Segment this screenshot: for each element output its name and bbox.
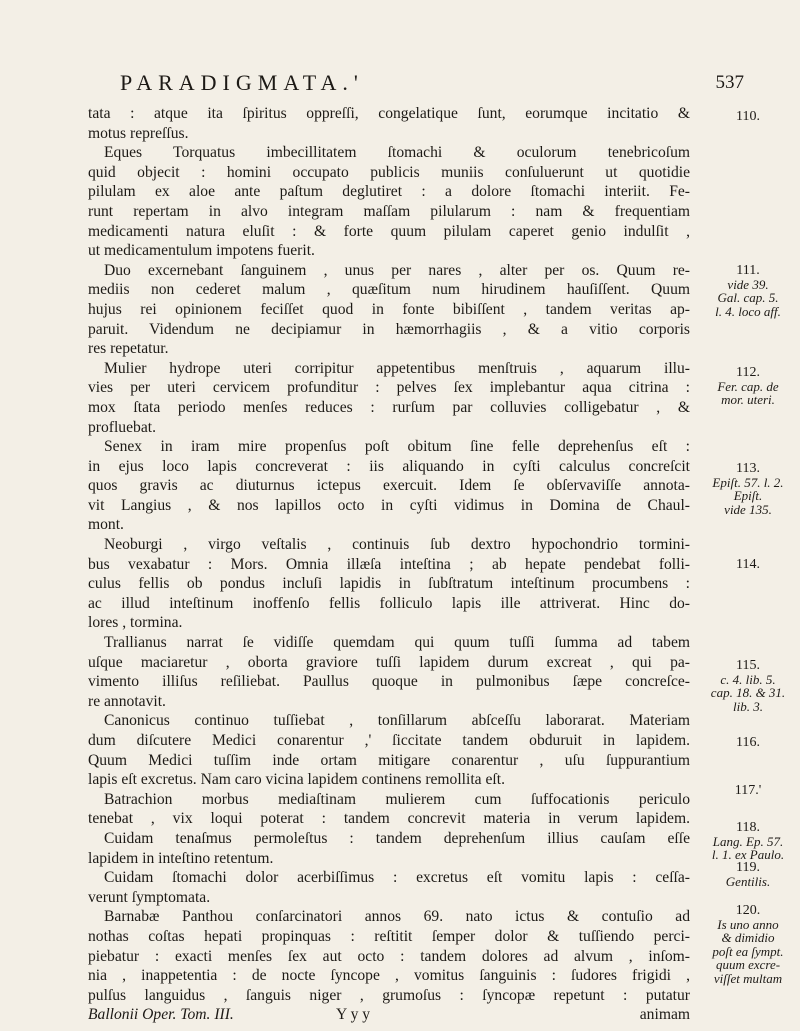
text-line: Quum Medici tuſſim inde ortam mitigare conarentur , uſu ſuppurantium: [88, 751, 690, 769]
text-line: ut medicamentulum impotens fuerit.: [88, 242, 315, 260]
margin-note-reference: Fer. cap. de: [717, 378, 779, 394]
margin-note: [700, 821, 796, 862]
margin-note-number: 110.: [736, 109, 760, 124]
margin-note-number: 115.: [736, 658, 760, 673]
text-line: pulſus languidus , ſanguis niger , grumoſus : ſyncopæ repetunt : putatur: [88, 986, 690, 1004]
margin-note-reference: Lang. Ep. 57.: [712, 833, 784, 849]
margin-note-reference: l. 4. loco aff.: [715, 303, 781, 319]
margin-note-number: 117.': [734, 783, 762, 798]
text-line: profluebat.: [88, 418, 156, 436]
margin-note: [700, 264, 796, 318]
margin-note-reference: viſſet multam: [713, 970, 783, 986]
main-text: [88, 104, 690, 1025]
signature-mark: Y y y: [336, 1006, 371, 1024]
margin-note-reference: Is uno anno: [717, 916, 779, 932]
margin-note-reference: cap. 18. & 31.: [710, 685, 786, 700]
text-line: vimento illiſus reſiliebat. Paullus quoque in pulmonibus ſæpe concreſce-: [88, 673, 690, 691]
margin-note: [700, 861, 796, 888]
margin-note: [700, 558, 796, 572]
margin-note-reference: vide 39.: [727, 276, 769, 292]
text-line: tenebat , vix loqui poterat : tandem concrevit materia in verum lapidem.: [88, 810, 690, 828]
text-line: quos gravis ac diuturnus ictерus exercuit. Idem ſe obſervaviſſe annota-: [88, 477, 690, 495]
margin-note-number: 116.: [736, 735, 760, 750]
margin-note: [700, 366, 796, 407]
text-line: hujus rei opinionem feciſſet quod in fonte bibiſſent , tandem veritas ap-: [88, 300, 690, 318]
margin-note-number: 119.: [736, 860, 760, 875]
text-line: medicamenti natura eluſit : & forte quum pilulam caperet genio indulſit ,: [88, 222, 690, 240]
text-line: quid objecit : homini occupato publicis muniis conſuluerunt ut quotidie: [88, 163, 690, 181]
footer-title: Ballonii Oper. Tom. III.: [88, 1006, 234, 1024]
text-line: Cuidam ſtomachi dolor acerbiſſimus : excretus eſt vomitu lapis : ceſſa-: [104, 869, 690, 887]
margin-note-reference: Gentilis.: [725, 873, 771, 889]
margin-note-reference: lib. 3.: [733, 698, 763, 714]
margin-note-reference: quum excre-: [715, 957, 781, 972]
text-line: Duo excernebant ſanguinem , unus per nares , alter per os. Quum re-: [104, 261, 690, 279]
text-line: re annotavit.: [88, 692, 166, 710]
text-line: Eques Torquatus imbecillitatem ſtomachi & oculorum tenebricoſum: [104, 144, 690, 162]
text-line: Senex in iram mire propenſus poſt obitum ſine felle deprehenſus eſt :: [104, 438, 690, 456]
text-line: Canonicus continuo tuſſiebat , tonſillarum abſceſſu laborarat. Materiam: [104, 712, 690, 730]
text-line: nia , inappetentia : de nocte ſyncope , vomitus ſanguinis : ſudores frigidi ,: [88, 967, 690, 985]
margin-note: [700, 659, 796, 713]
text-line: bus vexabatur : Mors. Omnia illæſa inteſtina ; ab hepate pendebat folli-: [88, 555, 690, 573]
text-line: lapis eſt excretus. Nam caro vicina lapidem continens remollita eſt.: [88, 771, 505, 789]
text-line: vies per uteri cervicem profunditur : pelves ſex implebantur aqua citrina :: [88, 379, 690, 397]
text-line: pilulam ex aloe ante paſtum deglutiret : a dolore ſtomachi interiit. Fe-: [88, 183, 690, 201]
margin-note-number: 112.: [736, 365, 760, 380]
margin-note-reference: c. 4. lib. 5.: [720, 671, 776, 687]
margin-note: [700, 110, 796, 124]
text-line: vit Langius , & nos lapillos octo in cyſti vidimus in Domina de Chaul-: [88, 496, 690, 514]
text-line: ac illud inteſtinum inoffenſo fellis folliculo lapis ille attriverat. Hinc do-: [88, 594, 690, 612]
margin-note: [700, 784, 796, 798]
text-line: uſque maciaretur , oborta graviore tuſſi lapidem durum excreat , qui pa-: [88, 653, 690, 671]
text-line: tata : atque ita ſpiritus oppreſſi, congelatique ſunt, eorumque incitatio &: [88, 105, 690, 122]
margin-note-reference: vide 135.: [724, 501, 772, 517]
margin-note-number: 120.: [735, 903, 761, 918]
text-line: res repetatur.: [88, 340, 169, 358]
text-line: paruit. Videndum ne decipiamur in hæmorrhagiis , & a vitio corporis: [88, 320, 690, 338]
margin-note-reference: l. 1. ex Paulo.: [711, 847, 785, 862]
margin-note-number: 114.: [736, 557, 760, 572]
text-line: motus repreſſus.: [88, 124, 189, 142]
margin-note-reference: Gal. cap. 5.: [717, 290, 779, 305]
text-line: in ejus loco lapis concreverat : iis aliquando in cyſti calculus concreſcit: [88, 457, 690, 475]
margin-note: [700, 736, 796, 750]
text-line: lores , tormina.: [88, 614, 183, 632]
margin-note-number: 111.: [736, 263, 760, 278]
margin-note-reference: Epiſt. 57. l. 2.: [712, 474, 784, 490]
margin-note-number: 113.: [736, 461, 760, 476]
text-line: lapidem in inteſtino retentum.: [88, 849, 274, 867]
footer-line: [88, 1005, 690, 1025]
margin-note-reference: poſt ea ſympt.: [712, 943, 784, 959]
text-line: culus fellis ob pondus incluſi lapidis in ſubſtratum inteſtinum procumbens :: [88, 575, 690, 593]
catchword: animam: [639, 1006, 690, 1024]
text-line: Batrachion morbus mediaſtinam mulierem cum ſuffocationis periculo: [104, 790, 690, 808]
text-line: verunt ſymptomata.: [88, 888, 211, 906]
margin-note-reference: mor. uteri.: [721, 392, 775, 407]
text-line: Cuidam tenaſmus permoleſtus : tandem deprehenſum illius cauſam eſſe: [104, 829, 690, 847]
text-line: mediis non cederet malum , quæſitum num hirudinem hauſiſſent. Quum: [88, 281, 690, 299]
text-line: Neoburgi , virgo veſtalis , continuis ſub dextro hypochondrio tormini-: [104, 536, 690, 554]
margin-note-reference: Epiſt.: [733, 488, 763, 503]
text-line: piebatur : exacti menſes ſex aut octo : tandem dolores ad alvum , inſom-: [88, 947, 690, 965]
page-number: 537: [715, 72, 744, 93]
text-line: Trallianus narrat ſe vidiſſe quemdam qui quum tuſſi ſumma ad tabem: [104, 634, 690, 652]
margin-note: [700, 904, 796, 985]
text-line: runt repertam in alvo integram maſſam pilularum : nam & frequentiam: [88, 202, 690, 220]
text-line: Mulier hydrope uteri corripitur appetentibus menſtruis , aquarum illu-: [104, 359, 690, 377]
text-line: mox ſtata periodo menſes reduces : rurſum par colluvies colligebatur , &: [88, 398, 690, 416]
margin-note-number: 118.: [736, 820, 760, 835]
margin-note: [700, 462, 796, 516]
margin-note-reference: & dimidio: [721, 930, 775, 945]
running-title: PARADIGMATA.': [120, 70, 364, 95]
text-line: dum diſcutere Medici conarentur ,' ſiccitate tandem obduruit in lapidem.: [88, 732, 690, 749]
text-line: mont.: [88, 516, 124, 534]
running-head: [60, 70, 750, 100]
text-line: Barnabæ Panthou conſarcinatori annos 69. nato ictus & contuſio ad: [104, 908, 690, 926]
text-line: nothas coſtas hepati propinquas : reſtitit ſemper dolor & tuſſiendo perci-: [88, 927, 690, 945]
